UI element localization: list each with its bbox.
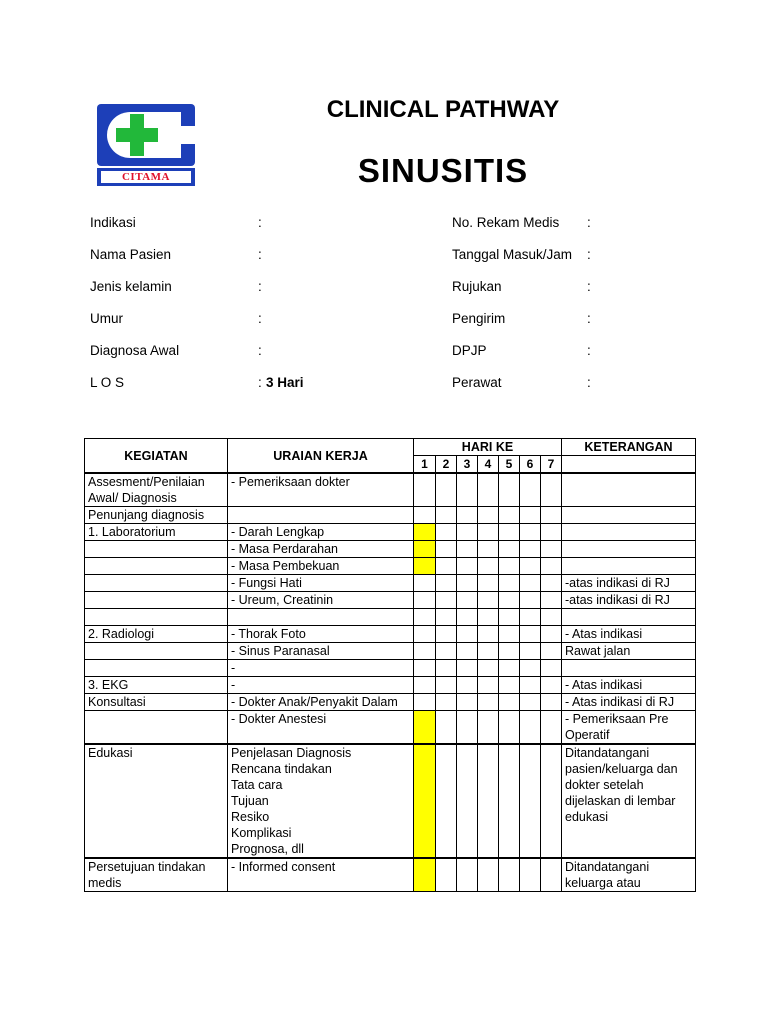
day-cell [436, 677, 457, 694]
cell-uraian: - Thorak Foto [228, 626, 414, 643]
day-cell [457, 711, 478, 745]
clinical-pathway-table [84, 438, 696, 892]
cell-kegiatan [85, 558, 228, 575]
day-header: 4 [478, 456, 499, 474]
day-cell [436, 711, 457, 745]
day-cell [436, 643, 457, 660]
cell-uraian: - Masa Perdarahan [228, 541, 414, 558]
document-title: CLINICAL PATHWAY [326, 96, 560, 123]
day-cell [499, 575, 520, 592]
day-cell [541, 626, 562, 643]
cell-uraian: - Dokter Anak/Penyakit Dalam [228, 694, 414, 711]
day-cell [457, 677, 478, 694]
day-cell [499, 711, 520, 745]
table-row [85, 694, 696, 711]
day-cell [436, 507, 457, 524]
field-colon: : [587, 343, 591, 358]
table-row [85, 660, 696, 677]
cell-kegiatan [85, 592, 228, 609]
cell-keterangan: -atas indikasi di RJ [562, 575, 696, 592]
cell-keterangan [562, 524, 696, 541]
field-colon: : [587, 247, 591, 262]
uraian-line: Tujuan [231, 794, 269, 808]
cell-uraian: - Sinus Paranasal [228, 643, 414, 660]
day-cell [520, 694, 541, 711]
day-cell [414, 643, 436, 660]
day-cell [436, 660, 457, 677]
cell-keterangan [562, 609, 696, 626]
table-row [85, 592, 696, 609]
day-cell [457, 541, 478, 558]
day-cell [436, 541, 457, 558]
cell-uraian: - [228, 677, 414, 694]
field-colon: : [587, 311, 591, 326]
cell-kegiatan [85, 643, 228, 660]
day-header: 6 [520, 456, 541, 474]
day-cell [414, 592, 436, 609]
day-cell [414, 711, 436, 745]
day-cell [478, 609, 499, 626]
day-header: 3 [457, 456, 478, 474]
day-cell [478, 711, 499, 745]
day-header: 5 [499, 456, 520, 474]
day-cell [520, 626, 541, 643]
table-row [85, 711, 696, 745]
day-cell [414, 660, 436, 677]
day-cell [541, 677, 562, 694]
cell-kegiatan: 1. Laboratorium [85, 524, 228, 541]
cell-uraian: - Ureum, Creatinin [228, 592, 414, 609]
cell-kegiatan: Persetujuan tindakan medis [85, 858, 228, 892]
field-colon: : [258, 247, 262, 262]
day-cell [499, 558, 520, 575]
cell-uraian: - Pemeriksaan dokter [228, 473, 414, 507]
cell-kegiatan: 3. EKG [85, 677, 228, 694]
day-cell [541, 609, 562, 626]
day-cell [541, 694, 562, 711]
field-label: DPJP [452, 343, 487, 358]
cell-keterangan [562, 507, 696, 524]
cell-uraian [228, 744, 414, 858]
day-cell [499, 507, 520, 524]
day-cell [457, 694, 478, 711]
day-cell [414, 473, 436, 507]
cell-kegiatan [85, 660, 228, 677]
day-cell [478, 858, 499, 892]
uraian-line: Tata cara [231, 778, 283, 792]
day-cell [457, 660, 478, 677]
day-cell [541, 524, 562, 541]
day-cell [541, 558, 562, 575]
day-cell [541, 858, 562, 892]
cell-kegiatan [85, 541, 228, 558]
day-cell [541, 744, 562, 858]
field-colon: : [587, 375, 591, 390]
table-row [85, 609, 696, 626]
day-cell [499, 473, 520, 507]
day-cell [478, 541, 499, 558]
day-cell [541, 575, 562, 592]
hospital-logo [97, 104, 195, 186]
day-header: 7 [541, 456, 562, 474]
day-cell [414, 626, 436, 643]
field-colon: : [587, 279, 591, 294]
day-cell [541, 660, 562, 677]
document-subtitle: SINUSITIS [357, 152, 529, 189]
day-cell [499, 677, 520, 694]
day-cell [457, 575, 478, 592]
day-cell [436, 858, 457, 892]
field-colon: : [258, 215, 262, 230]
cell-kegiatan [85, 609, 228, 626]
day-cell [520, 643, 541, 660]
cell-keterangan: Ditandatangani keluarga atau [562, 858, 696, 892]
field-label: Rujukan [452, 279, 502, 294]
uraian-line: Komplikasi [231, 826, 292, 840]
field-value: 3 Hari [266, 375, 304, 390]
cell-uraian [228, 507, 414, 524]
table-row [85, 858, 696, 892]
cell-keterangan: - Pemeriksaan Pre Operatif [562, 711, 696, 745]
day-cell [457, 507, 478, 524]
day-cell [541, 592, 562, 609]
day-cell [457, 744, 478, 858]
field-label: No. Rekam Medis [452, 215, 560, 230]
cell-keterangan [562, 541, 696, 558]
day-cell [478, 643, 499, 660]
day-cell [520, 858, 541, 892]
table-row [85, 744, 696, 858]
day-cell [520, 660, 541, 677]
cell-keterangan: -atas indikasi di RJ [562, 592, 696, 609]
cell-keterangan: - Atas indikasi [562, 677, 696, 694]
header-kegiatan: KEGIATAN [85, 439, 228, 474]
cell-keterangan: Rawat jalan [562, 643, 696, 660]
day-cell [541, 507, 562, 524]
day-cell [478, 744, 499, 858]
day-cell [414, 744, 436, 858]
day-cell [478, 524, 499, 541]
day-cell [478, 626, 499, 643]
day-header: 2 [436, 456, 457, 474]
cell-keterangan [562, 660, 696, 677]
cell-uraian: - [228, 660, 414, 677]
field-label: Perawat [452, 375, 502, 390]
day-cell [414, 541, 436, 558]
day-cell [457, 643, 478, 660]
field-colon: : [258, 279, 262, 294]
uraian-line: Prognosa, dll [231, 842, 304, 856]
table-row [85, 541, 696, 558]
day-cell [520, 524, 541, 541]
field-label: L O S [90, 375, 125, 390]
day-cell [499, 858, 520, 892]
cell-kegiatan [85, 711, 228, 745]
day-cell [478, 694, 499, 711]
day-cell [436, 524, 457, 541]
day-cell [478, 592, 499, 609]
day-cell [414, 575, 436, 592]
day-cell [499, 524, 520, 541]
field-colon: : [258, 375, 262, 390]
day-cell [499, 744, 520, 858]
day-cell [414, 609, 436, 626]
day-cell [457, 858, 478, 892]
cell-uraian [228, 609, 414, 626]
day-cell [478, 575, 499, 592]
logo-text: CITAMA [101, 171, 191, 183]
day-cell [499, 626, 520, 643]
day-cell [520, 744, 541, 858]
cell-kegiatan: Penunjang diagnosis [85, 507, 228, 524]
cell-kegiatan [85, 575, 228, 592]
field-label: Nama Pasien [90, 247, 172, 262]
field-label: Tanggal Masuk/Jam [452, 247, 573, 262]
table-row [85, 677, 696, 694]
day-cell [478, 558, 499, 575]
day-cell [457, 592, 478, 609]
field-label: Pengirim [452, 311, 506, 326]
day-cell [436, 575, 457, 592]
day-cell [520, 711, 541, 745]
day-cell [414, 524, 436, 541]
day-cell [541, 473, 562, 507]
table-row [85, 558, 696, 575]
table-body [85, 473, 696, 892]
cell-uraian: - Informed consent [228, 858, 414, 892]
day-cell [520, 609, 541, 626]
table-row [85, 524, 696, 541]
day-cell [414, 558, 436, 575]
day-cell [499, 660, 520, 677]
field-colon: : [587, 215, 591, 230]
cell-kegiatan: Konsultasi [85, 694, 228, 711]
day-cell [541, 711, 562, 745]
cell-keterangan [562, 473, 696, 507]
field-colon: : [258, 311, 262, 326]
day-cell [520, 473, 541, 507]
cell-uraian: - Darah Lengkap [228, 524, 414, 541]
uraian-line: Resiko [231, 810, 270, 824]
field-label: Diagnosa Awal [90, 343, 180, 358]
day-cell [457, 473, 478, 507]
day-cell [478, 660, 499, 677]
day-cell [520, 507, 541, 524]
day-cell [436, 592, 457, 609]
day-cell [541, 643, 562, 660]
day-cell [436, 558, 457, 575]
day-header: 1 [414, 456, 436, 474]
table-row [85, 507, 696, 524]
day-cell [499, 592, 520, 609]
cell-keterangan: - Atas indikasi [562, 626, 696, 643]
day-cell [520, 541, 541, 558]
header-hari-ke: HARI KE [414, 439, 562, 456]
day-cell [457, 558, 478, 575]
day-cell [499, 643, 520, 660]
day-cell [520, 677, 541, 694]
day-cell [457, 626, 478, 643]
day-cell [414, 694, 436, 711]
cell-kegiatan: Assesment/Penilaian Awal/ Diagnosis [85, 473, 228, 507]
field-label: Umur [90, 311, 123, 326]
cell-uraian: - Masa Pembekuan [228, 558, 414, 575]
header-keterangan: KETERANGAN [562, 439, 696, 456]
table-row [85, 575, 696, 592]
cell-keterangan [562, 558, 696, 575]
cell-kegiatan: 2. Radiologi [85, 626, 228, 643]
header-uraian: URAIAN KERJA [228, 439, 414, 474]
day-cell [457, 524, 478, 541]
day-cell [414, 677, 436, 694]
day-cell [478, 473, 499, 507]
cell-kegiatan: Edukasi [85, 744, 228, 858]
table-row [85, 643, 696, 660]
uraian-line: Penjelasan Diagnosis [231, 746, 352, 760]
table-row [85, 626, 696, 643]
field-label: Indikasi [90, 215, 136, 230]
day-cell [520, 575, 541, 592]
day-cell [436, 626, 457, 643]
day-cell [478, 507, 499, 524]
day-cell [436, 694, 457, 711]
day-cell [414, 858, 436, 892]
day-cell [414, 507, 436, 524]
day-cell [436, 473, 457, 507]
cell-uraian: - Dokter Anestesi [228, 711, 414, 745]
day-cell [457, 609, 478, 626]
day-cell [499, 541, 520, 558]
day-cell [436, 744, 457, 858]
cell-uraian: - Fungsi Hati [228, 575, 414, 592]
day-cell [478, 677, 499, 694]
table-row [85, 473, 696, 507]
day-cell [499, 609, 520, 626]
day-cell [541, 541, 562, 558]
day-cell [520, 558, 541, 575]
uraian-line: Rencana tindakan [231, 762, 332, 776]
field-colon: : [258, 343, 262, 358]
day-cell [520, 592, 541, 609]
day-cell [436, 609, 457, 626]
field-label: Jenis kelamin [90, 279, 172, 294]
cell-keterangan: - Atas indikasi di RJ [562, 694, 696, 711]
day-cell [499, 694, 520, 711]
cell-keterangan: Ditandatangani pasien/keluarga dan dokter setelah dijelaskan di lembar edukasi [562, 744, 696, 858]
